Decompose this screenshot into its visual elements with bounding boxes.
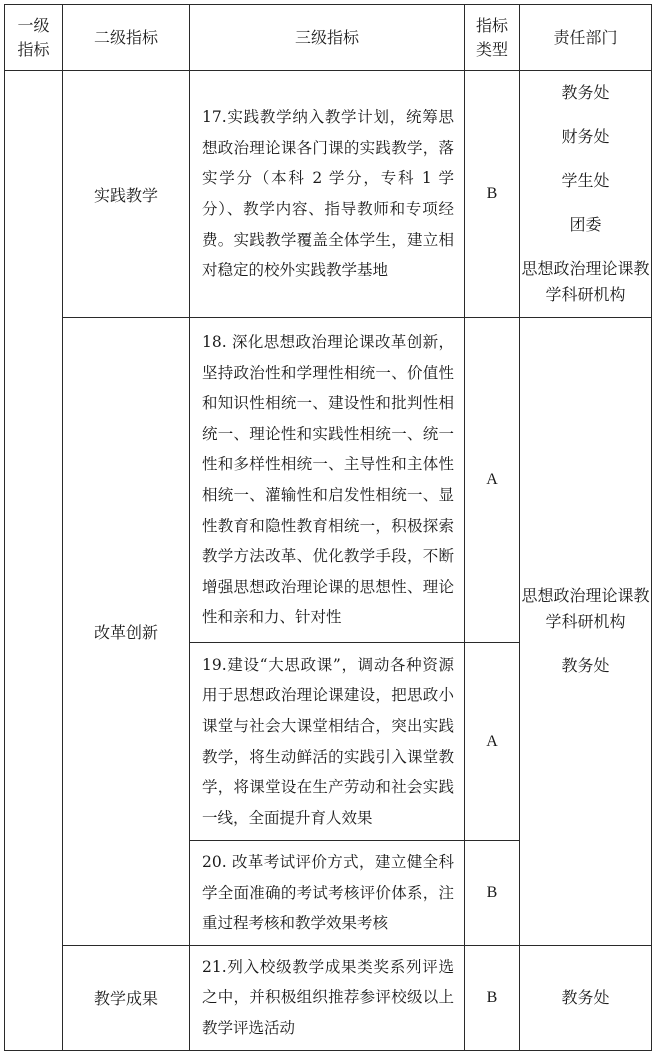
header-level3: 三级指标 xyxy=(190,5,465,71)
dept-item: 思想政治理论课教学科研机构 xyxy=(521,586,650,632)
header-level2: 二级指标 xyxy=(63,5,190,71)
level3-desc: 20. 改革考试评价方式，建立健全科学全面准确的考试考核评价体系，注重过程考核和教学效果考核 xyxy=(190,841,465,946)
dept-list xyxy=(520,574,651,688)
type-cell: B xyxy=(465,945,520,1050)
header-level1-label: 一级指标 xyxy=(17,15,50,59)
dept-item: 财务处 xyxy=(561,127,610,146)
level3-desc: 18. 深化思想政治理论课改革创新，坚持政治性和学理性相统一、价值性和知识性相统一、建设性和批判性相统一、理论性和实践性相统一、统一性和多样性相统一、主导性和主体性相统一、灌输性和启发性相统一、显性教育和隐性教育相统一，积极探索教学方法改革、优化教学手段，不断增强思想政治理论课的思想性、理论性和亲和力、针对性 xyxy=(190,318,465,643)
header-level1 xyxy=(5,5,63,71)
dept-item: 教务处 xyxy=(561,987,610,1007)
table-row xyxy=(5,71,652,318)
type-cell: A xyxy=(465,643,520,841)
dept-item: 思想政治理论课教学科研机构 xyxy=(521,259,650,304)
dept-cell xyxy=(520,945,652,1050)
level2-cell: 实践教学 xyxy=(63,71,190,318)
level2-cell: 教学成果 xyxy=(63,945,190,1050)
dept-item: 学生处 xyxy=(561,171,610,190)
header-row xyxy=(5,5,652,71)
type-cell: B xyxy=(465,841,520,946)
type-cell: B xyxy=(465,71,520,318)
level2-cell: 改革创新 xyxy=(63,318,190,946)
type-cell: A xyxy=(465,318,520,643)
dept-cell xyxy=(520,318,652,946)
dept-item: 教务处 xyxy=(561,83,610,102)
dept-item: 团委 xyxy=(569,215,602,234)
table-row xyxy=(5,318,652,643)
dept-cell xyxy=(520,71,652,318)
dept-list xyxy=(520,976,651,1020)
level3-desc: 21.列入校级教学成果类奖系列评选之中，并积极组织推荐参评校级以上教学评选活动 xyxy=(190,945,465,1050)
indicator-table xyxy=(4,4,652,1051)
table-row xyxy=(5,945,652,1050)
level3-desc: 17.实践教学纳入教学计划，统筹思想政治理论课各门课的实践教学，落实学分（本科 2 学分，专科 1 学分）、教学内容、指导教师和专项经费。实践教学覆盖全体学生，建立相对稳定的校外实践教学基地 xyxy=(190,71,465,318)
level1-cell xyxy=(5,71,63,1051)
level3-desc: 19.建设“大思政课”，调动各种资源用于思想政治理论课建设，把思政小课堂与社会大课堂相结合，突出实践教学，将生动鲜活的实践引入课堂教学，将课堂设在生产劳动和社会实践一线，全面提升育人效果 xyxy=(190,643,465,841)
dept-list xyxy=(520,71,651,317)
dept-item: 教务处 xyxy=(561,656,610,676)
header-dept: 责任部门 xyxy=(520,5,652,71)
header-type xyxy=(465,5,520,71)
header-type-label: 指标类型 xyxy=(475,15,508,59)
